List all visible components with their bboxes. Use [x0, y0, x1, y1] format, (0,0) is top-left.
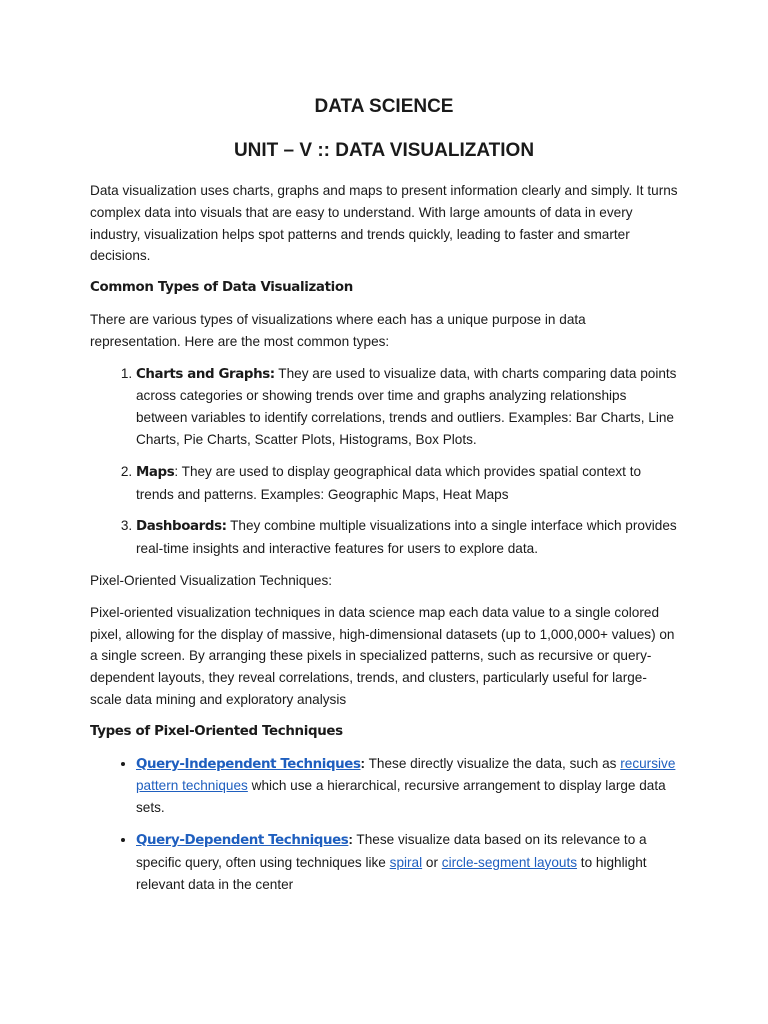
list-item-text: These directly visualize the data, such as: [365, 755, 621, 771]
pixel-techniques-list: [90, 753, 678, 896]
list-item-text: to highlight relevant data in the center: [136, 854, 647, 892]
list-item-text: which use a hierarchical, recursive arrangement to display large data sets.: [136, 778, 666, 816]
list-item-text: They are used to visualize data, with charts comparing data points across categories or showing trends over time and graphs analyzing relationships between variables to identify correlations, trends and outliers. Examples: Bar Charts, Line Charts, Pie Charts, Scatter Plots, Histograms, Box Plots.: [136, 365, 677, 447]
list-item-term: Dashboards:: [136, 519, 227, 535]
colon: :: [360, 755, 366, 771]
spiral-link[interactable]: spiral: [389, 854, 423, 870]
intro-paragraph: Data visualization uses charts, graphs and maps to present information clearly and simply. It turns complex data into visuals that are easy to understand. With large amounts of data in every industry, visualization helps spot patterns and trends quickly, leading to faster and smarter decisions.: [90, 183, 678, 264]
list-item: [136, 363, 678, 451]
list-item: [136, 461, 678, 506]
section-heading-common-types: Common Types of Data Visualization: [90, 280, 353, 296]
query-dependent-link[interactable]: Query-Dependent Techniques: [136, 832, 349, 848]
visualization-types-list: [90, 363, 678, 560]
colon: :: [348, 831, 353, 847]
list-item-text: They combine multiple visualizations into a single interface which provides real-time insights and interactive features for users to explore data.: [136, 518, 677, 557]
circle-segment-link[interactable]: circle-segment layouts: [441, 854, 578, 870]
pixel-oriented-label: Pixel-Oriented Visualization Techniques:: [90, 572, 333, 588]
list-item-term: Maps: [136, 464, 175, 480]
document-title: DATA SCIENCE: [314, 96, 454, 117]
list-item-text: These visualize data based on its relevance to a specific query, often using techniques like: [136, 831, 647, 870]
list-item: [136, 753, 678, 819]
section-heading-pixel-techniques: Types of Pixel-Oriented Techniques: [90, 723, 343, 739]
document-subtitle: UNIT – V :: DATA VISUALIZATION: [233, 140, 535, 161]
pixel-oriented-paragraph: Pixel-oriented visualization techniques in data science map each data value to a single colored pixel, allowing for the display of massive, high-dimensional datasets (up to 1,000,000+ values) on a single screen. By arranging these pixels in specialized patterns, such as recursive or query-dependent layouts, they reveal correlations, trends, and clusters, particularly useful for large-scale data mining and exploratory analysis: [90, 604, 675, 707]
list-item: [136, 515, 678, 560]
list-item-text: : They are used to display geographical data which provides spatial context to trends and patterns. Examples: Geographic Maps, Heat Maps: [136, 463, 642, 502]
query-independent-link[interactable]: Query-Independent Techniques: [136, 756, 361, 772]
list-item-text: or: [422, 854, 442, 870]
list-item-term: Charts and Graphs:: [136, 366, 275, 382]
section1-intro-paragraph: There are various types of visualizations where each has a unique purpose in data representation. Here are the most common types:: [90, 311, 586, 349]
list-item: [136, 829, 678, 895]
recursive-pattern-link[interactable]: recursive pattern techniques: [136, 755, 676, 794]
